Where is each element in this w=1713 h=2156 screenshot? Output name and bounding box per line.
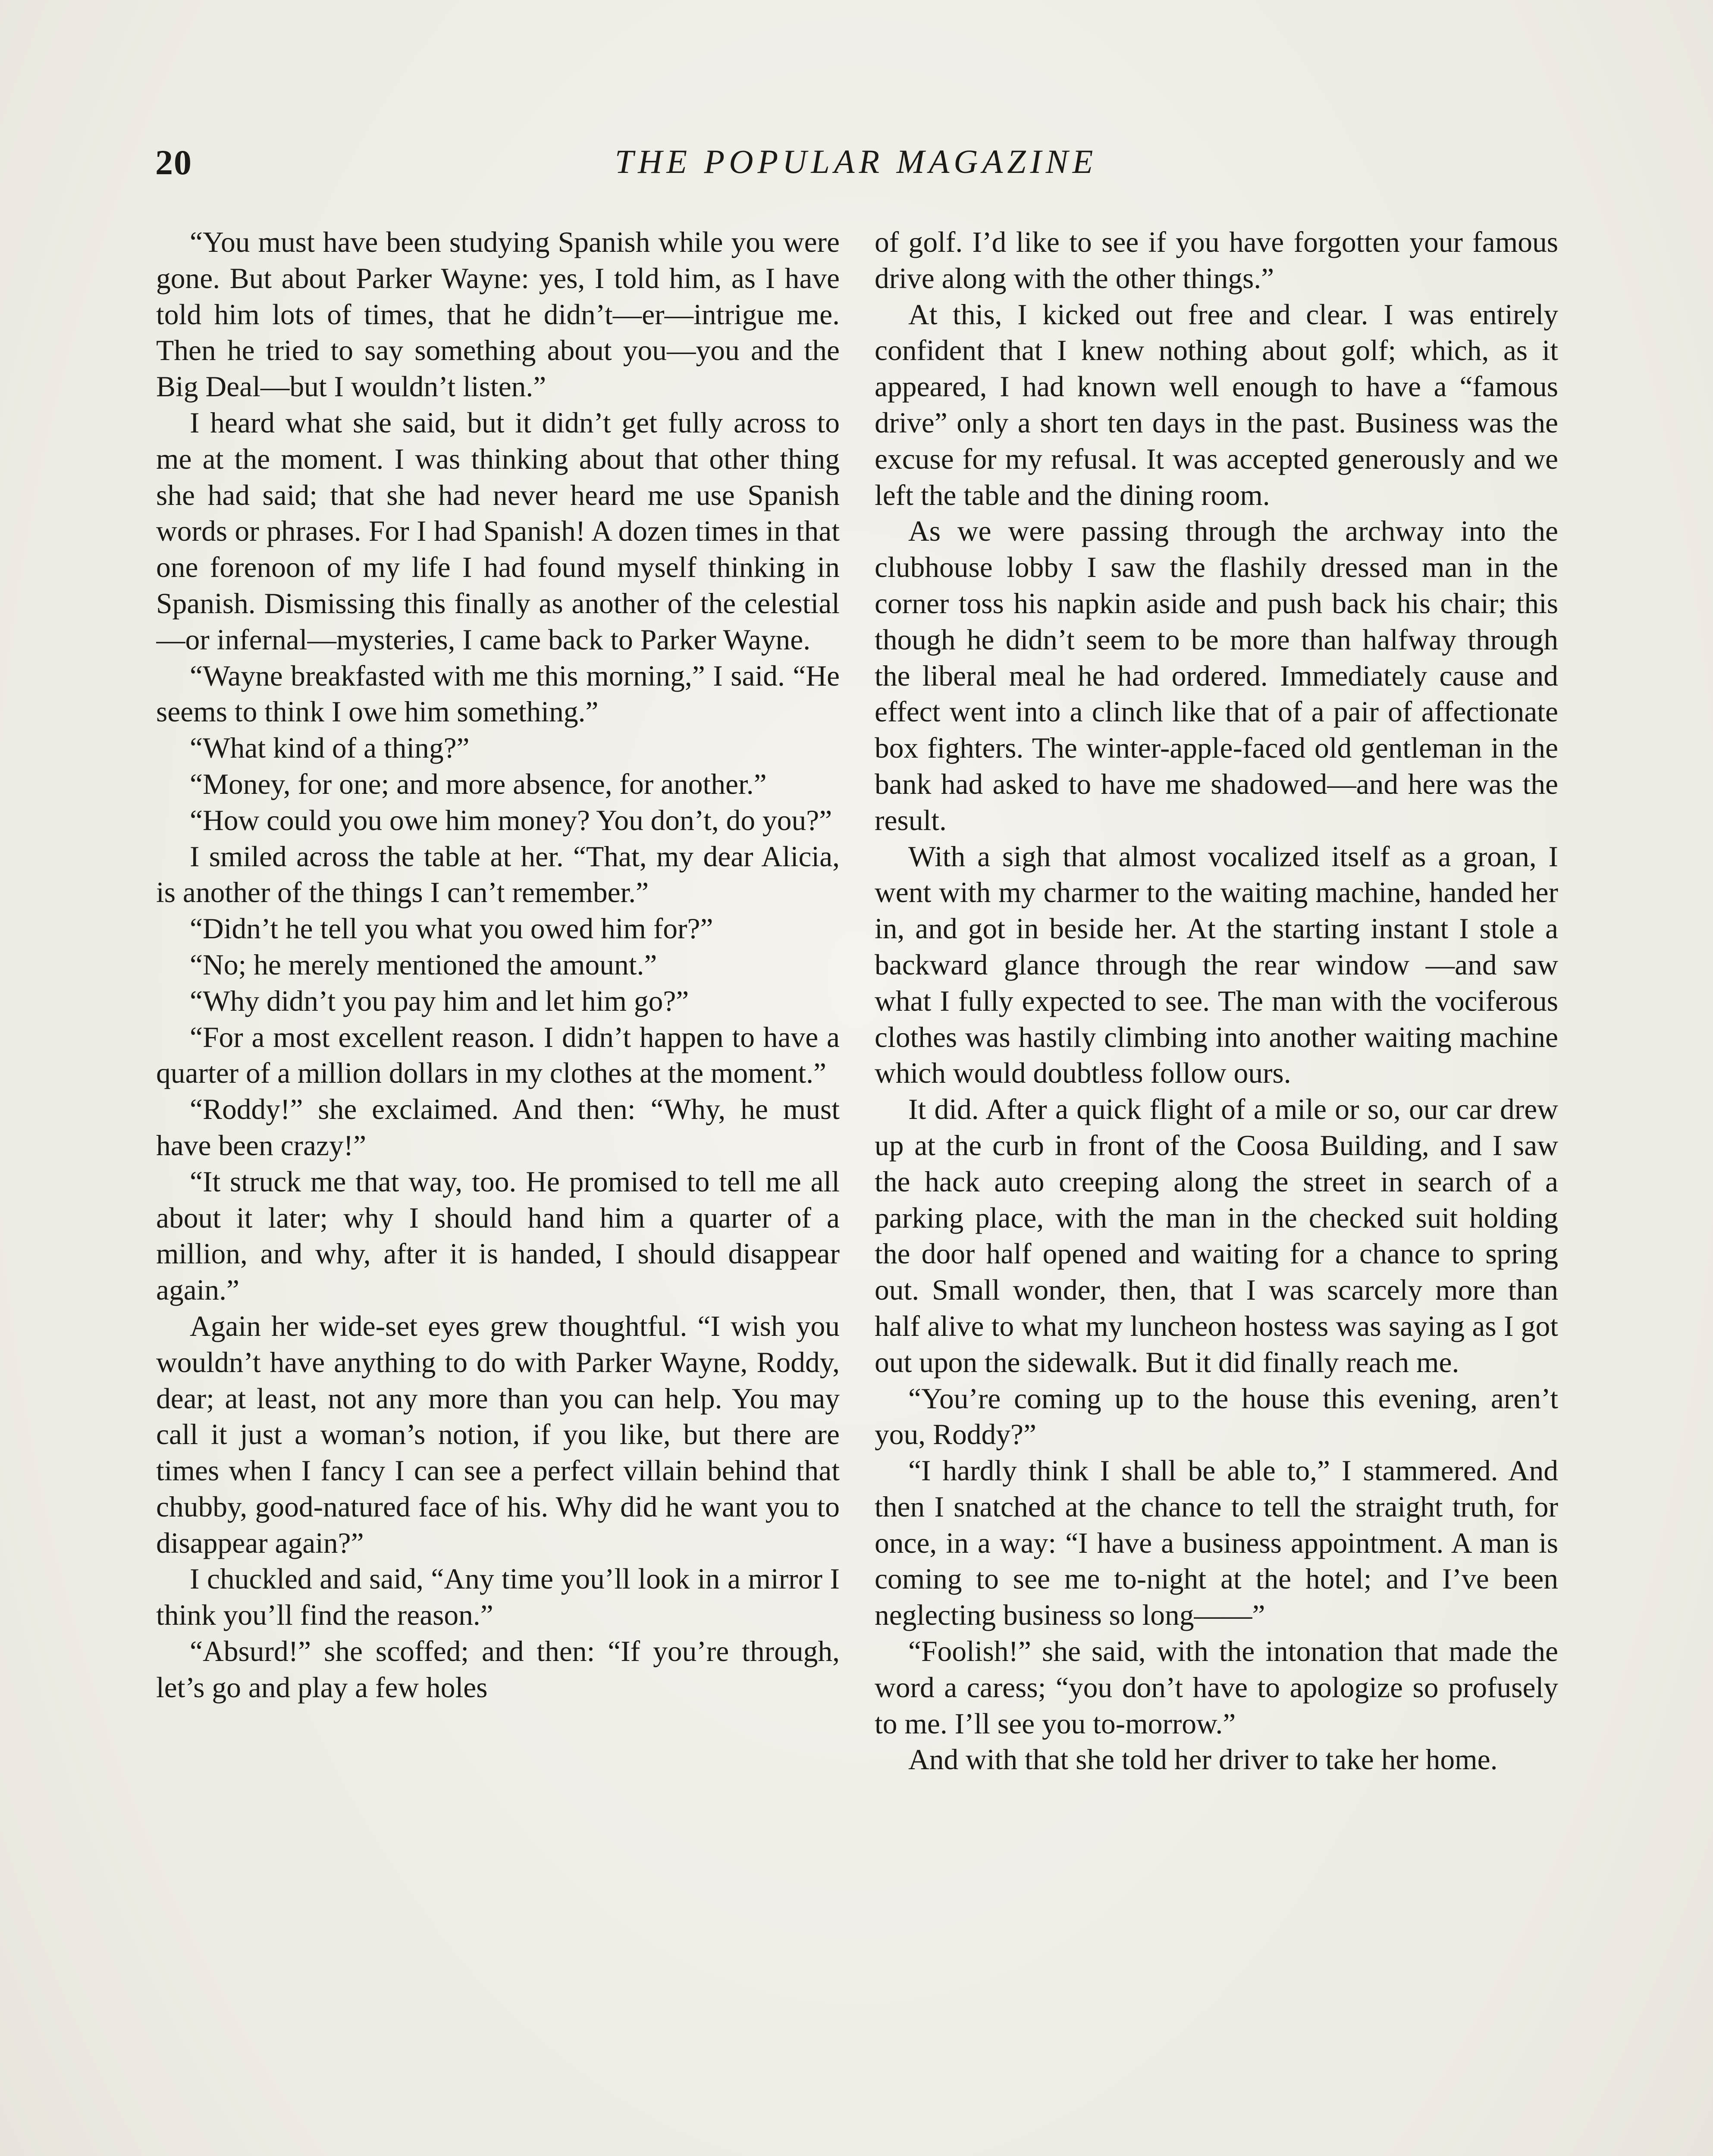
paragraph: As we were passing through the archway into the clubhouse lobby I saw the flashily dressed man in the corner toss his napkin aside and push back his chair; this though he didn’t seem to be more than halfway through the liberal meal he had ordered. Immediately cause and effect went into a clinch like that of a pair of affectionate box fighters. The winter-apple-faced old gentleman in the bank had asked to have me shadowed—and here was the result.	[875, 515, 1558, 837]
paragraph: “Didn’t he tell you what you owed him for?”	[190, 912, 713, 945]
paragraph: of golf. I’d like to see if you have forgotten your famous drive along with the other things.”	[875, 226, 1558, 295]
paragraph: At this, I kicked out free and clear. I was entirely confident that I knew nothing about golf; which, as it appeared, I had known well enough to have a “famous drive” only a short ten days in the past. Business was the excuse for my refusal. It was accepted generously and we left the table and the dining room.	[875, 298, 1558, 511]
paragraph: It did. After a quick flight of a mile or so, our car drew up at the curb in front of the Coosa Building, and I saw the hack auto creeping along the street in search of a parking place, with the man in the checked suit holding the door half opened and waiting for a chance to spring out. Small wonder, then, that I was scarcely more than half alive to what my luncheon hostess was saying as I got out upon the sidewalk. But it did finally reach me.	[875, 1093, 1558, 1379]
paragraph: “For a most excellent reason. I didn’t happen to have a quarter of a million dollars in my clothes at the moment.”	[156, 1021, 840, 1090]
paragraph: “Roddy!” she exclaimed. And then: “Why, he must have been crazy!”	[156, 1093, 840, 1162]
paragraph: “Money, for one; and more absence, for another.”	[190, 768, 767, 800]
left-text-column	[156, 224, 840, 2156]
paragraph: “Foolish!” she said, with the intonation that made the word a caress; “you don’t have to apologize so profusely to me. I’ll see you to-morrow.”	[875, 1635, 1558, 1740]
paragraph: Again her wide-set eyes grew thoughtful. “I wish you wouldn’t have anything to do with Parker Wayne, Roddy, dear; at least, not any more than you can help. You may call it just a woman’s notion, if you like, but there are times when I fancy I can see a perfect villain behind that chubby, good-natured face of his. Why did he want you to disappear again?”	[156, 1310, 840, 1559]
paragraph: I smiled across the table at her. “That, my dear Alicia, is another of the things I can’t remember.”	[156, 840, 840, 909]
page-header	[155, 142, 1557, 198]
paragraph: I heard what she said, but it didn’t get fully across to me at the moment. I was thinking about that other thing she had said; that she had never heard me use Spanish words or phrases. For I had Spanish! A dozen times in that one forenoon of my life I had found myself thinking in Spanish. Dismissing this finally as another of the celestial—or infernal—mysteries, I came back to Parker Wayne.	[156, 406, 840, 656]
paragraph: “How could you owe him money? You don’t, do you?”	[190, 804, 832, 837]
paragraph: “Wayne breakfasted with me this morning,” I said. “He seems to think I owe him something.”	[156, 659, 840, 728]
paragraph: “No; he merely mentioned the amount.”	[190, 948, 657, 981]
running-head: THE POPULAR MAGAZINE	[615, 143, 1098, 180]
paragraph: “You must have been studying Spanish while you were gone. But about Parker Wayne: yes, I told him, as I have told him lots of times, that he didn’t—er—intrigue me. Then he tried to say something about you—you and the Big Deal—but I wouldn’t listen.”	[156, 226, 840, 403]
paragraph: “Why didn’t you pay him and let him go?”	[190, 984, 689, 1017]
paragraph: “It struck me that way, too. He promised to tell me all about it later; why I should hand him a quarter of a million, and why, after it is handed, I should disappear again.”	[156, 1165, 840, 1307]
right-text-column	[875, 224, 1558, 2156]
paragraph: And with that she told her driver to take her home.	[908, 1743, 1498, 1776]
paragraph: “What kind of a thing?”	[190, 732, 470, 765]
page-number: 20	[155, 143, 192, 182]
paragraph: “Absurd!” she scoffed; and then: “If you’re through, let’s go and play a few holes	[156, 1635, 840, 1704]
paragraph: “You’re coming up to the house this evening, aren’t you, Roddy?”	[875, 1382, 1558, 1451]
paragraph: I chuckled and said, “Any time you’ll look in a mirror I think you’ll find the reason.”	[156, 1563, 840, 1632]
paragraph: “I hardly think I shall be able to,” I stammered. And then I snatched at the chance to tell the straight truth, for once, in a way: “I have a business appointment. A man is coming to see me to-night at the hotel; and I’ve been neglecting business so long——”	[875, 1454, 1558, 1632]
paragraph: With a sigh that almost vocalized itself as a groan, I went with my charmer to the waiting machine, handed her in, and got in beside her. At the starting instant I stole a backward glance through the rear window —and saw what I fully expected to see. The man with the vociferous clothes was hastily climbing into another waiting machine which would doubtless follow ours.	[875, 840, 1558, 1090]
